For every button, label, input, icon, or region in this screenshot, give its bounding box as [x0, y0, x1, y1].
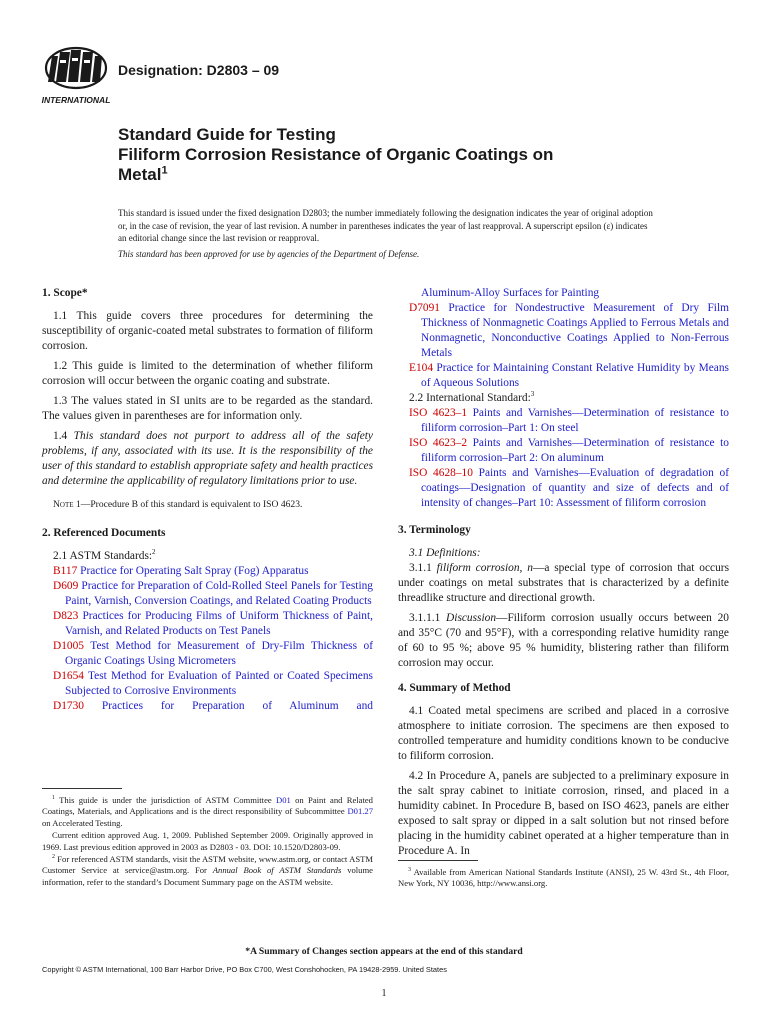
para-1-1: 1.1 This guide covers three procedures for determining the susceptibility of organic-coated metal substrates to formation of filiform corrosion.: [42, 310, 373, 352]
title-footnote-mark: 1: [161, 164, 168, 177]
footnote-3: $^3$ Available from American National Standards Institute (ANSI), 25 W. 43rd St., 4th Floor, New York, NY 10036, http://www.ansi.org.: [398, 867, 729, 889]
reference-iso-4628-10[interactable]: ISO 4628–10 Paints and Varnishes—Evaluation of degradation of coatings—Designation of quantity and size of defects and of intensity of changes–Part 10: Assessment of filiform corrosion: [409, 467, 729, 509]
summary-of-changes-note: *A Summary of Changes section appears at the end of this standard: [245, 946, 523, 957]
para-3-1-1-1: 3.1.1.1 Discussion—Filiform corrosion usually occurs between 20 and 35°C (70 and 95°F), with a corresponding relative humidity range of 60 to 95 %; above 95 % humidity, blistering rather than filiform corrosion may occur.: [398, 612, 729, 669]
reference-d609[interactable]: D609 Practice for Preparation of Cold-Rolled Steel Panels for Testing Paint, Varnish, Conversion Coatings, and Related Coating Products: [53, 580, 374, 607]
reference-d1730[interactable]: D1730 Practices for Preparation of Aluminum and: [53, 700, 373, 712]
para-3-1-1: 3.1.1 filiform corrosion, n—a special type of corrosion that occurs under coatings on metal substrates that is characterized by a definite threadlike structure and directional growth.: [398, 562, 730, 604]
copyright: Copyright © ASTM International, 100 Barr Harbor Drive, PO Box C700, West Conshohocken, PA 19428-2959. United States: [42, 965, 447, 974]
reference-d1654[interactable]: D1654 Test Method for Evaluation of Painted or Coated Specimens Subjected to Corrosive Environments: [53, 670, 373, 697]
para-1-3: 1.3 The values stated in SI units are to be regarded as the standard. The values given in parentheses are for information only.: [42, 395, 373, 422]
reference-iso-4623-2[interactable]: ISO 4623–2 Paints and Varnishes—Determination of resistance to filiform corrosion–Part 2: On aluminum: [409, 437, 729, 464]
issue-statement: This standard is issued under the fixed designation D2803; the number immediately following the designation indicates the year of original adoption or, in the case of revision, the year of last revision. A number in parentheses indicates the year of last reapproval. A superscript epsilon (ε) indicates an editorial change since the last revision or reapproval.: [118, 208, 653, 243]
right-column: [398, 286, 729, 864]
committee-link[interactable]: D01: [276, 795, 291, 805]
section-heading-terminology: 3. Terminology: [398, 524, 471, 536]
title-line-2: Filiform Corrosion Resistance of Organic Coatings on: [118, 145, 554, 164]
preamble: [118, 207, 658, 260]
para-3-1: 3.1 Definitions:: [409, 547, 481, 559]
footnote-rule-right: [398, 860, 478, 861]
footnote-1-edition: Current edition approved Aug. 1, 2009. Published September 2009. Originally approved in 1969. Last previous edition approved in 2003 as D2803 - 03. DOI: 10.1520/D2803-09.: [42, 830, 373, 852]
page-title: [118, 125, 718, 185]
page-number: 1: [381, 988, 387, 999]
subcommittee-link[interactable]: D01.27: [347, 806, 373, 817]
section-heading-references: 2. Referenced Documents: [42, 527, 166, 539]
para-4-2: 4.2 In Procedure A, panels are subjected to a preliminary exposure in the salt spray cabinet to initiate corrosion, rinsed, and placed in a humidity cabinet. In Procedure B, based on ISO 4623, panels are either exposed to salt spray or dipped in a salt solution but not rinsed before placing in the humidity cabinet operated at a higher temperature than in Procedure A. In: [398, 770, 729, 857]
para-1-4: 1.4 This standard does not purport to address all of the safety problems, if any, associated with its use. It is the responsibility of the user of this standard to establish appropriate safety and health practices and determine the applicability of regulatory limitations prior to use.: [42, 430, 373, 487]
reference-d823[interactable]: D823 Practices for Producing Films of Uniform Thickness of Paint, Varnish, and Related Products on Test Panels: [53, 610, 373, 637]
footnotes-right: [398, 860, 729, 891]
section-heading-scope: 1. Scope*: [42, 287, 88, 299]
astm-logo: [40, 46, 112, 108]
footnote-rule: [42, 788, 122, 789]
left-column: [42, 286, 373, 714]
astm-standards-label: 2.1 ASTM Standards:$^2$: [53, 548, 156, 562]
footnote-1: $^1$ This guide is under the jurisdiction of ASTM Committee D01 on Paint and Related Coatings, Materials, and Applications and is the direct responsibility of Subcommittee D01.27 on Accelerated Testing.: [42, 795, 373, 828]
reference-iso-4623-1[interactable]: ISO 4623–1 Paints and Varnishes—Determination of resistance to filiform corrosion–Part 1: On steel: [409, 407, 729, 434]
footnote-2: $^2$ For referenced ASTM standards, visit the ASTM website, www.astm.org, or contact ASTM Customer Service at service@astm.org. For Annual Book of ASTM Standards volume information, refer to the standard’s Document Summary page on the ASTM website.: [42, 854, 373, 887]
title-line-3: Metal$^1$: [118, 164, 168, 184]
footnotes-left: [42, 788, 373, 889]
international-standard-label: 2.2 International Standard:$^3$: [409, 390, 535, 404]
reference-d7091[interactable]: D7091 Practice for Nondestructive Measurement of Dry Film Thickness of Nonmagnetic Coatings Applied to Ferrous Metals and Nonmagnetic, Nonconductive Coatings Applied to Non-Ferrous Metals: [409, 302, 729, 359]
title-line-1: Standard Guide for Testing: [118, 125, 336, 144]
para-1-2: 1.2 This guide is limited to the determination of whether filiform corrosion will occur between the organic coating and substrate.: [42, 360, 373, 387]
para-4-1: 4.1 Coated metal specimens are scribed and placed in a corrosive atmosphere to initiate corrosion. The specimens are then exposed to controlled temperature and humidity conditions known to be conducive to filiform corrosion.: [398, 705, 729, 762]
approval-statement: This standard has been approved for use by agencies of the Department of Defense.: [118, 248, 420, 259]
designation: Designation: D2803 – 09: [118, 62, 280, 78]
reference-d1005[interactable]: D1005 Test Method for Measurement of Dry-Film Thickness of Organic Coatings Using Micrometers: [53, 640, 373, 667]
logo-label: INTERNATIONAL: [41, 95, 111, 105]
reference-e104[interactable]: E104 Practice for Maintaining Constant Relative Humidity by Means of Aqueous Solutions: [409, 362, 729, 389]
note-1: Note 1—Procedure B of this standard is equivalent to ISO 4623.: [53, 499, 303, 510]
reference-b117[interactable]: B117 Practice for Operating Salt Spray (Fog) Apparatus: [53, 565, 309, 577]
section-heading-summary: 4. Summary of Method: [398, 682, 511, 694]
reference-d1730-continued[interactable]: Aluminum-Alloy Surfaces for Painting: [421, 287, 600, 299]
